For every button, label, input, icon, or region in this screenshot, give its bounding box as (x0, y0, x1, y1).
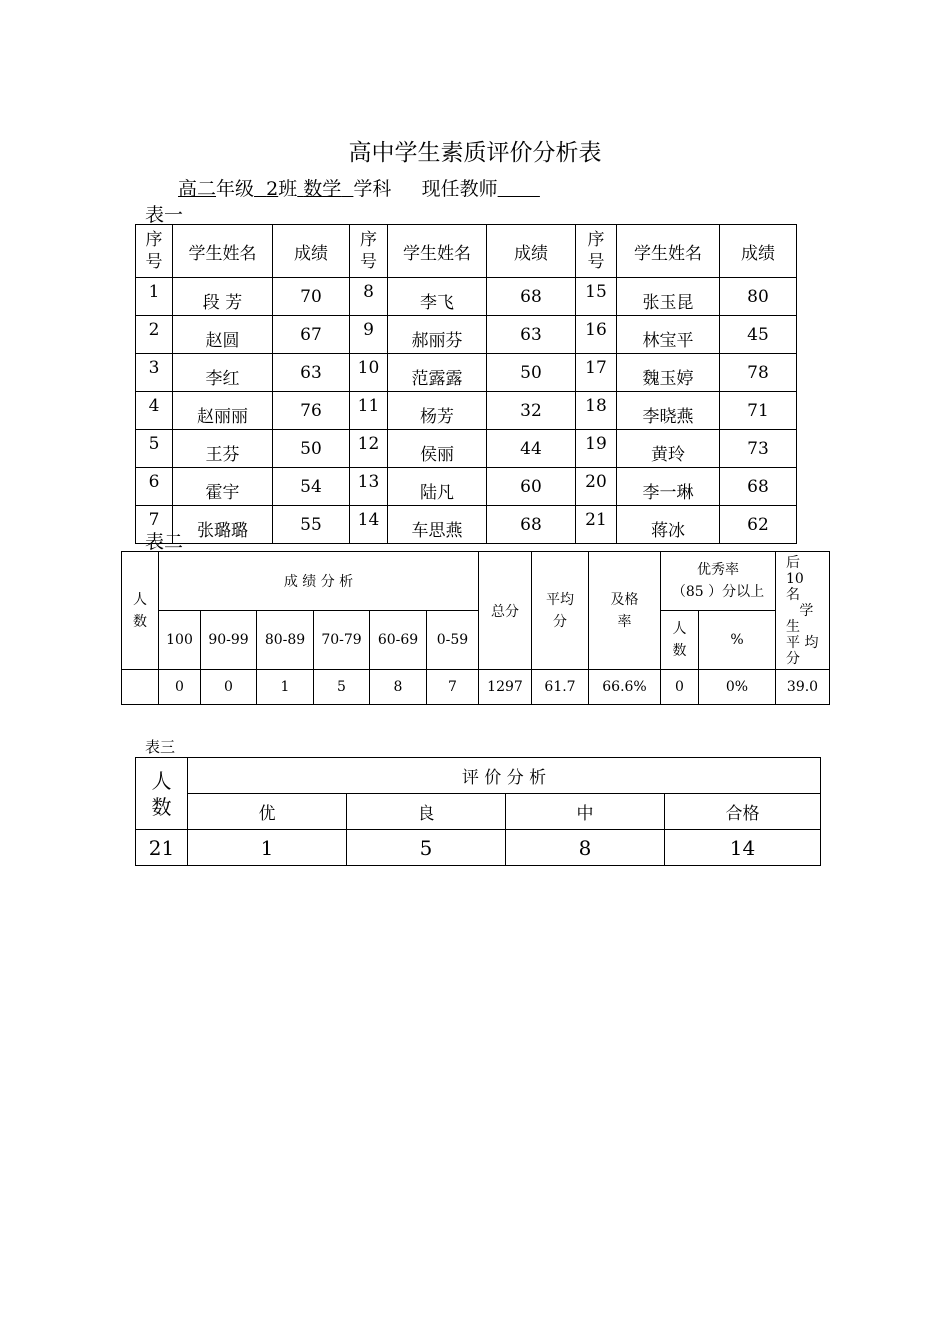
student-name: 霍宇 (173, 468, 273, 506)
range-header: 90-99 (201, 611, 257, 670)
value-total: 1297 (479, 670, 532, 705)
header-score: 成绩 (487, 225, 576, 278)
range-value: 1 (257, 670, 314, 705)
table2-header-row1 (122, 552, 830, 611)
header-no: 序 号 (576, 225, 617, 278)
bottom10-line4: 学 (799, 602, 814, 619)
student-no: 19 (576, 430, 617, 468)
score-analysis-table (121, 551, 830, 705)
student-no: 6 (136, 468, 173, 506)
header-excellent-percent: % (699, 611, 776, 670)
value-excellent-percent: 0% (699, 670, 776, 705)
student-no: 18 (576, 392, 617, 430)
header-name: 学生姓名 (173, 225, 273, 278)
header-excellent-count: 人 数 (661, 611, 699, 670)
table3-header-row2 (136, 794, 821, 830)
table3-values-row (136, 830, 821, 866)
student-score: 60 (487, 468, 576, 506)
student-no: 5 (136, 430, 173, 468)
class-value-wrap (254, 178, 278, 200)
grade-value: 14 (665, 830, 821, 866)
student-no: 9 (350, 316, 388, 354)
table2-values-row (122, 670, 830, 705)
table3-header-row1 (136, 758, 821, 794)
student-name: 张璐璐 (173, 506, 273, 544)
student-score: 73 (720, 430, 797, 468)
grade-value: 5 (347, 830, 506, 866)
student-name: 赵圆 (173, 316, 273, 354)
table-row (136, 316, 797, 354)
student-name: 李一琳 (617, 468, 720, 506)
student-name: 蒋冰 (617, 506, 720, 544)
teacher-value-wrap (498, 178, 540, 200)
student-name: 范露露 (388, 354, 487, 392)
student-score: 76 (273, 392, 350, 430)
student-name: 王芬 (173, 430, 273, 468)
evaluation-table (135, 757, 821, 866)
student-no: 21 (576, 506, 617, 544)
student-score: 80 (720, 278, 797, 316)
student-name: 侯丽 (388, 430, 487, 468)
student-no: 16 (576, 316, 617, 354)
student-name: 车思燕 (388, 506, 487, 544)
range-header: 0-59 (427, 611, 479, 670)
range-value: 0 (159, 670, 201, 705)
student-score: 55 (273, 506, 350, 544)
value-bottom10-avg: 39.0 (776, 670, 830, 705)
table1-caption: 表一 (145, 204, 184, 226)
student-no: 10 (350, 354, 388, 392)
header-evaluation: 评 价 分 析 (188, 758, 821, 794)
range-value: 5 (314, 670, 370, 705)
excellent-rate-line2: （85 ）分以上 (671, 584, 765, 600)
class-value: 2 (266, 178, 279, 200)
student-score: 78 (720, 354, 797, 392)
header-count: 人 数 (136, 758, 188, 830)
student-no: 17 (576, 354, 617, 392)
table2-header-row2 (122, 611, 830, 670)
student-name: 李红 (173, 354, 273, 392)
bottom10-line7: 分 (786, 650, 800, 667)
grade-header: 合格 (665, 794, 821, 830)
bottom10-line3: 名 (786, 586, 800, 603)
header-no: 序 号 (350, 225, 388, 278)
range-value: 8 (370, 670, 427, 705)
range-header: 80-89 (257, 611, 314, 670)
student-name: 杨芳 (388, 392, 487, 430)
student-score-table (135, 224, 797, 544)
student-score: 71 (720, 392, 797, 430)
student-name: 魏玉婷 (617, 354, 720, 392)
student-no: 20 (576, 468, 617, 506)
range-value: 7 (427, 670, 479, 705)
header-no: 序 号 (136, 225, 173, 278)
value-count: 21 (136, 830, 188, 866)
table-row (136, 354, 797, 392)
student-name: 郝丽芬 (388, 316, 487, 354)
grade-value: 高二 (178, 178, 217, 200)
header-pass-rate: 及格 率 (589, 552, 661, 670)
value-pass-rate: 66.6% (589, 670, 661, 705)
header-total: 总分 (479, 552, 532, 670)
table-row (136, 278, 797, 316)
student-no: 12 (350, 430, 388, 468)
student-name: 赵丽丽 (173, 392, 273, 430)
header-name: 学生姓名 (617, 225, 720, 278)
student-no: 1 (136, 278, 173, 316)
table2-caption: 表二 (145, 531, 184, 553)
table3-caption: 表三 (145, 738, 176, 756)
subject-value: 数学 (303, 178, 342, 200)
bottom10-line5: 生 (786, 618, 800, 635)
student-score: 70 (273, 278, 350, 316)
range-header: 100 (159, 611, 201, 670)
student-no: 15 (576, 278, 617, 316)
student-score: 68 (487, 278, 576, 316)
table-row (136, 392, 797, 430)
student-no: 4 (136, 392, 173, 430)
student-no: 11 (350, 392, 388, 430)
student-no: 14 (350, 506, 388, 544)
student-name: 李飞 (388, 278, 487, 316)
student-score: 62 (720, 506, 797, 544)
bottom10-line6: 平 均 (786, 634, 819, 651)
range-header: 70-79 (314, 611, 370, 670)
student-score: 50 (273, 430, 350, 468)
student-score: 45 (720, 316, 797, 354)
grade-value: 8 (506, 830, 665, 866)
student-name: 黄玲 (617, 430, 720, 468)
grade-header: 良 (347, 794, 506, 830)
student-score: 67 (273, 316, 350, 354)
student-no: 7 (136, 506, 173, 544)
student-score: 63 (487, 316, 576, 354)
student-name: 张玉昆 (617, 278, 720, 316)
student-score: 50 (487, 354, 576, 392)
student-score: 32 (487, 392, 576, 430)
class-label: 班 (278, 178, 298, 200)
bottom10-line1: 后 (786, 554, 800, 571)
table-row (136, 468, 797, 506)
header-score: 成绩 (273, 225, 350, 278)
grade-value: 1 (188, 830, 347, 866)
class-info-line (178, 174, 540, 201)
grade-header: 优 (188, 794, 347, 830)
table-row (136, 506, 797, 544)
teacher-label: 现任教师 (421, 178, 498, 200)
range-header: 60-69 (370, 611, 427, 670)
grade-header: 中 (506, 794, 665, 830)
student-name: 陆凡 (388, 468, 487, 506)
header-average: 平均 分 (532, 552, 589, 670)
table1-header-row (136, 225, 797, 278)
document-title: 高中学生素质评价分析表 (348, 140, 602, 166)
header-excellent-rate (661, 552, 776, 611)
subject-label: 学科 (353, 178, 392, 200)
student-score: 44 (487, 430, 576, 468)
student-no: 3 (136, 354, 173, 392)
table1-body (136, 278, 797, 544)
value-average: 61.7 (532, 670, 589, 705)
student-score: 68 (487, 506, 576, 544)
excellent-rate-line1: 优秀率 (697, 562, 739, 578)
value-count (122, 670, 159, 705)
header-count: 人 数 (122, 552, 159, 670)
student-score: 68 (720, 468, 797, 506)
student-name: 段 芳 (173, 278, 273, 316)
student-score: 63 (273, 354, 350, 392)
value-excellent-count: 0 (661, 670, 699, 705)
student-no: 8 (350, 278, 388, 316)
student-name: 林宝平 (617, 316, 720, 354)
table-row (136, 430, 797, 468)
subject-value-wrap (297, 178, 353, 200)
student-no: 2 (136, 316, 173, 354)
student-name: 李晓燕 (617, 392, 720, 430)
student-no: 13 (350, 468, 388, 506)
header-bottom10-avg (776, 552, 830, 670)
student-score: 54 (273, 468, 350, 506)
header-name: 学生姓名 (388, 225, 487, 278)
header-score: 成绩 (720, 225, 797, 278)
range-value: 0 (201, 670, 257, 705)
header-analysis: 成 绩 分 析 (159, 552, 479, 611)
bottom10-line2: 10 (786, 570, 804, 587)
grade-label: 年级 (216, 178, 255, 200)
